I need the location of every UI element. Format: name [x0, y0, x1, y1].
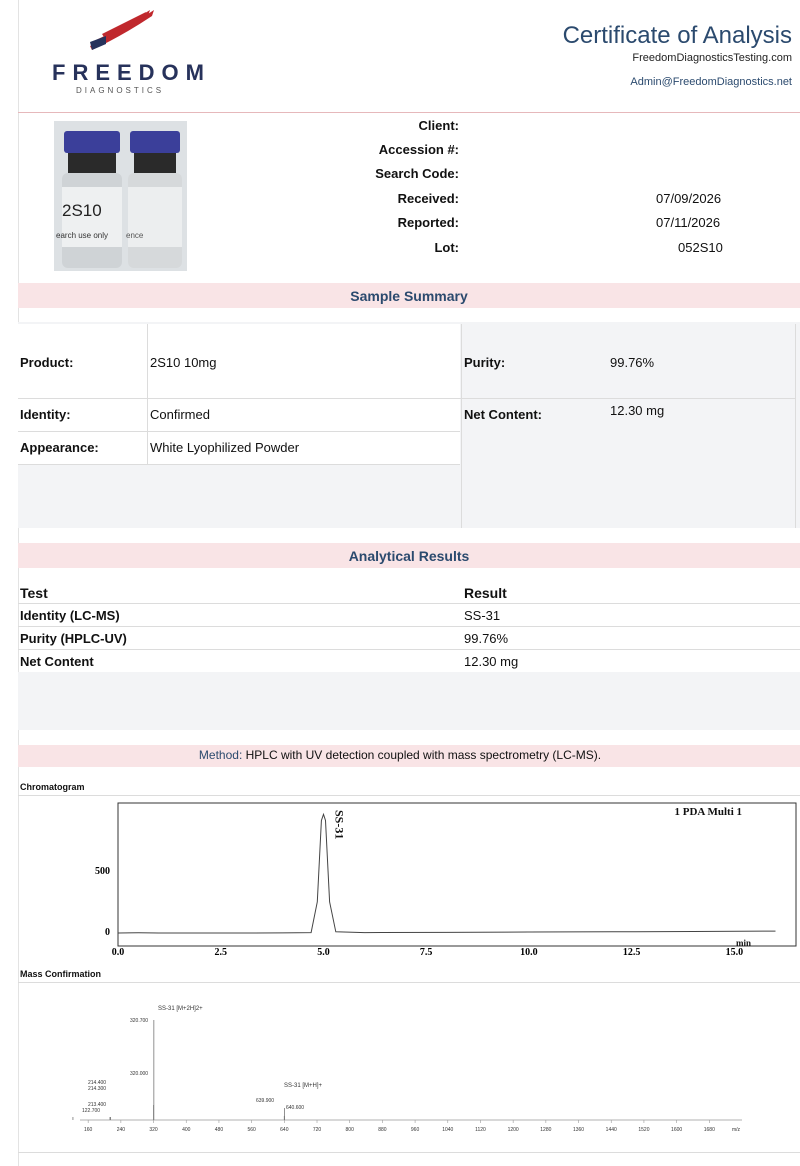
- analytical-results-band: [18, 543, 800, 568]
- mass-tick-label: 640: [280, 1127, 289, 1133]
- mass-tick-label: 720: [312, 1127, 322, 1133]
- peak-value-2: 320.000: [130, 1071, 149, 1077]
- search-code-label: Search Code:: [375, 166, 459, 181]
- mass-tick-label: 240: [116, 1127, 126, 1133]
- mass-tick-label: 1280: [540, 1127, 552, 1133]
- mass-tick-label: 400: [182, 1127, 191, 1133]
- header-divider: [18, 112, 800, 113]
- sample-summary-title: Sample Summary: [350, 288, 468, 304]
- website-link[interactable]: FreedomDiagnosticsTesting.com: [632, 52, 792, 64]
- summary-line-1: [18, 398, 795, 399]
- purity-label: Purity:: [464, 355, 506, 370]
- peak-value-4: 214.300: [88, 1086, 107, 1092]
- y-tick-label: 0: [105, 927, 110, 938]
- vial-label-text: 2S10: [62, 201, 102, 220]
- logo-flag-icon: [88, 6, 158, 52]
- mass-tick-label: 160: [84, 1127, 93, 1133]
- x-tick-label: 10.0: [520, 947, 538, 958]
- product-value: 2S10 10mg: [150, 355, 217, 370]
- chromatogram-trace: [118, 814, 776, 933]
- document-title: Certificate of Analysis: [562, 22, 792, 49]
- sample-summary-band: [18, 283, 800, 308]
- x-tick-label: 5.0: [317, 947, 330, 958]
- mass-spectrum-chart: [60, 990, 800, 1140]
- x-tick-label: 0.0: [111, 947, 125, 958]
- mass-confirmation-label: Mass Confirmation: [20, 969, 102, 979]
- peak-value-6: 122.700: [82, 1108, 101, 1114]
- footer-divider: [18, 1152, 800, 1153]
- appearance-value: White Lyophilized Powder: [150, 440, 300, 455]
- mass-tick-label: 1520: [638, 1127, 650, 1133]
- method-label: Method:: [198, 748, 243, 762]
- vial-illustration: [54, 121, 187, 271]
- mass-tick-label: 1440: [605, 1127, 617, 1133]
- x-tick-label: 2.5: [214, 947, 227, 958]
- identity-label: Identity:: [20, 407, 71, 422]
- net-content-label: Net Content:: [464, 407, 542, 422]
- peak-value-8: 640.600: [286, 1105, 305, 1111]
- result-value-3: 12.30 mg: [464, 654, 519, 669]
- brand-subtitle: DIAGNOSTICS: [76, 86, 165, 95]
- result-value-1: SS-31: [464, 608, 501, 623]
- identity-value: Confirmed: [150, 407, 210, 422]
- vial-small-text-2: ence: [126, 231, 144, 240]
- results-header-line: [18, 603, 800, 604]
- results-col-test: Test: [20, 585, 48, 601]
- appearance-label: Appearance:: [20, 440, 99, 455]
- purity-value: 99.76%: [610, 355, 655, 370]
- y-tick-label: 500: [95, 866, 110, 877]
- result-test-3: Net Content: [20, 654, 94, 669]
- left-margin-line: [18, 0, 19, 1166]
- received-value: 07/09/2026: [656, 191, 722, 206]
- peak-value-7: 639.900: [256, 1098, 275, 1104]
- email-link[interactable]: Admin@FreedomDiagnostics.net: [630, 76, 792, 88]
- mass-tick-label: 1120: [475, 1127, 486, 1133]
- summary-line-2: [18, 431, 460, 432]
- vial-photo: [54, 121, 187, 271]
- analytical-results-title: Analytical Results: [348, 548, 470, 564]
- ion-label-1: SS-31 [M+2H]2+: [158, 1006, 203, 1012]
- received-label: Received:: [397, 191, 459, 206]
- peak-value-5: 213.400: [88, 1102, 107, 1108]
- accession-label: Accession #:: [378, 142, 459, 157]
- x-unit-label: min: [736, 938, 752, 948]
- mass-tick-label: 1200: [507, 1127, 519, 1133]
- summary-vline-2: [461, 324, 462, 528]
- mass-tick-label: 560: [247, 1127, 256, 1133]
- client-value-redacted: [600, 116, 750, 134]
- mass-tick-label: 1600: [671, 1127, 683, 1133]
- reported-label: Reported:: [397, 215, 459, 230]
- ion-label-2: SS-31 [M+H]+: [284, 1083, 323, 1089]
- mass-tick-label: 880: [378, 1127, 387, 1133]
- result-test-2: Purity (HPLC-UV): [20, 631, 127, 646]
- chromatogram-label: Chromatogram: [20, 782, 85, 792]
- method-text: HPLC with UV detection coupled with mass spectrometry (LC-MS).: [245, 748, 602, 762]
- results-row-line-2: [18, 649, 800, 650]
- product-label: Product:: [20, 355, 74, 370]
- result-test-1: Identity (LC-MS): [20, 608, 120, 623]
- mass-tick-label: 1040: [442, 1127, 454, 1133]
- mass-tick-label: 480: [214, 1127, 224, 1133]
- peak-label: SS-31: [332, 810, 347, 840]
- mass-tick-label: 1360: [572, 1127, 585, 1133]
- summary-vline-3: [795, 324, 796, 528]
- summary-vline-1: [147, 324, 148, 465]
- client-label: Client:: [418, 118, 459, 133]
- peak-value-3: 214.400: [88, 1080, 107, 1086]
- results-col-result: Result: [464, 585, 507, 601]
- chromatogram-chart: [60, 798, 800, 966]
- mass-tick-label: 800: [345, 1127, 354, 1133]
- mass-divider: [18, 982, 800, 983]
- x-tick-label: 12.5: [622, 947, 641, 958]
- vial-small-text: earch use only: [56, 231, 109, 240]
- lot-label: Lot:: [434, 240, 459, 255]
- chromatogram-divider: [18, 795, 800, 796]
- mass-x-unit: m/z: [732, 1127, 741, 1133]
- x-tick-label: 7.5: [419, 947, 433, 958]
- method-line: [0, 748, 800, 762]
- peak-value-1: 320.700: [130, 1018, 149, 1024]
- reported-value: 07/11/2026: [656, 215, 721, 230]
- mass-tick-label: 320: [149, 1127, 158, 1133]
- chromatogram-frame: [118, 803, 796, 946]
- lot-value: 052S10: [678, 240, 723, 255]
- results-row-line-1: [18, 626, 800, 627]
- result-value-2: 99.76%: [464, 631, 509, 646]
- x-tick-label: 15.0: [725, 947, 744, 958]
- brand-name: FREEDOM: [52, 60, 211, 85]
- net-content-value: 12.30 mg: [610, 403, 665, 418]
- mass-tick-label: 1680: [703, 1127, 715, 1133]
- mass-tick-label: 960: [410, 1127, 420, 1133]
- channel-label: 1 PDA Multi 1: [674, 806, 742, 818]
- summary-line-3: [18, 464, 460, 465]
- results-footer-panel: [18, 672, 800, 730]
